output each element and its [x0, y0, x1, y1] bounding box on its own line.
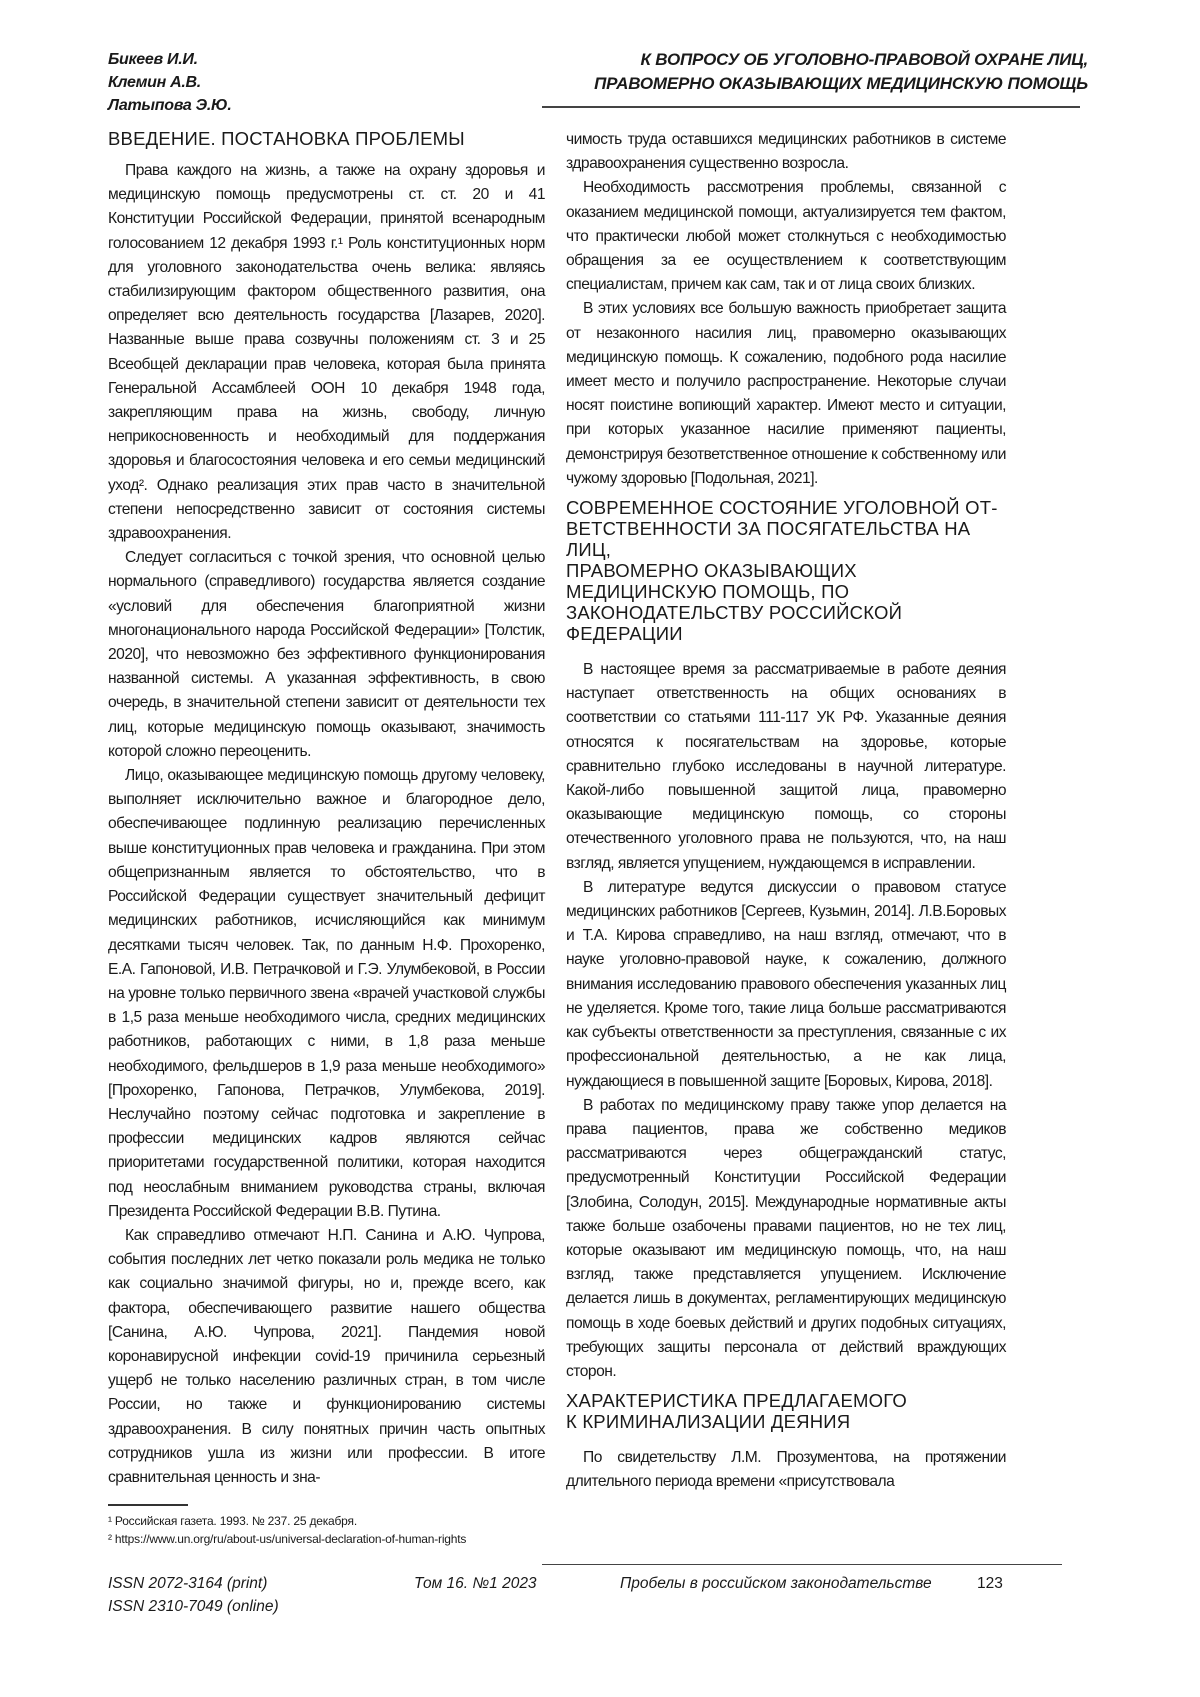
paragraph: Права каждого на жизнь, а также на охрану здоровья и медицинскую помощь предусмотрены ст. ст. 20 и 41 Конституции Российской Федерации, принятой всенародным голосованием 12 декабря 1993 г.¹ Роль конституционных норм для уголовного законодательства очень велика: являясь стабилизирующим фактором общественного развития, она определяет всю деятельность государства [Лазарев, 2020]. Названные выше права созвучны положениям ст. 3 и 25 Всеобщей декларации прав человека, которая была принята Генеральной Ассамблеей ООН 10 декабря 1948 года, закрепляющим права на жизнь, свободу, личную неприкосновенность и необходимый для поддержания здоровья и благосостояния человека и его семьи медицинский уход². Однако реализация этих прав часто в значительной степени непосредственно зависит от состояния системы здравоохранения. [108, 159, 545, 546]
author: Латыпова Э.Ю. [108, 94, 231, 117]
issn-print: ISSN 2072-3164 (print) [108, 1572, 279, 1595]
title-line: К ВОПРОСУ ОБ УГОЛОВНО-ПРАВОВОЙ ОХРАНЕ ЛИЦ, [594, 48, 1088, 72]
paragraph-continuation: чимость труда оставшихся медицинских работников в системе здравоохранения существенно возросла. [566, 128, 1006, 176]
author: Клемин А.В. [108, 71, 231, 94]
heading-line: МЕДИЦИНСКУЮ ПОМОЩЬ, ПО [566, 581, 1006, 602]
heading-line: К КРИМИНАЛИЗАЦИИ ДЕЯНИЯ [566, 1411, 1006, 1432]
paragraph: По свидетельству Л.М. Прозументова, на протяжении длительного периода времени «присутствовала [566, 1446, 1006, 1494]
page-header [0, 0, 1200, 128]
heading-line: ФЕДЕРАЦИИ [566, 623, 1006, 644]
footnote-1: ¹ Российская газета. 1993. № 237. 25 декабря. [108, 1512, 545, 1530]
paragraph: Как справедливо отмечают Н.П. Санина и А.Ю. Чупрова, события последних лет четко показали роль медика не только как социально значимой фигуры, но и, прежде всего, как фактора, обеспечивающего развитие нашего общества [Санина, А.Ю. Чупрова, 2021]. Пандемия новой коронавирусной инфекции covid-19 причинила серьезный ущерб не только населению различных стран, в том числе России, но также и функционированию системы здравоохранения. В силу понятных причин часть опытных сотрудников ушла из жизни или профессии. В итоге сравнительная ценность и зна- [108, 1224, 545, 1490]
paragraph: В этих условиях все большую важность приобретает защита от незаконного насилия лиц, правомерно оказывающих медицинскую помощь. К сожалению, подобного рода насилие имеет место и получило распространение. Некоторые случаи носят поистине вопиющий характер. Имеют место и ситуации, при которых указанное насилие применяют пациенты, демонстрируя безответственное отношение к собственному или чужому здоровью [Подольная, 2021]. [566, 297, 1006, 491]
author: Бикеев И.И. [108, 48, 231, 71]
section-heading-characteristics [566, 1390, 1006, 1432]
issn-online: ISSN 2310-7049 (online) [108, 1595, 279, 1618]
heading-line: ХАРАКТЕРИСТИКА ПРЕДЛАГАЕМОГО [566, 1390, 1006, 1411]
footnote-2[interactable]: ² https://www.un.org/ru/about-us/universal-declaration-of-human-rights [108, 1530, 545, 1548]
heading-line: СОВРЕМЕННОЕ СОСТОЯНИЕ УГОЛОВНОЙ ОТ- [566, 497, 1006, 518]
paragraph: Следует согласиться с точкой зрения, что основной целью нормального (справедливого) государства является создание «условий для обеспечения благоприятной жизни многонационального народа Российской Федерации» [Толстик, 2020], что невозможно без эффективного функционирования названной системы. А указанная эффективность, в свою очередь, в значительной степени зависит от деятельности тех лиц, которые медицинскую помощь оказывают, значимость которой сложно переоценить. [108, 546, 545, 764]
volume-info: Том 16. №1 2023 [414, 1572, 537, 1595]
issn-block [108, 1572, 279, 1618]
footnotes [108, 1490, 545, 1548]
footer-divider [542, 1564, 1062, 1565]
body-columns [0, 128, 1200, 1548]
authors [108, 48, 231, 117]
heading-line: ЗАКОНОДАТЕЛЬСТВУ РОССИЙСКОЙ [566, 602, 1006, 623]
title-line: ПРАВОМЕРНО ОКАЗЫВАЮЩИХ МЕДИЦИНСКУЮ ПОМОЩЬ [594, 72, 1088, 96]
heading-line: ВЕТСТВЕННОСТИ ЗА ПОСЯГАТЕЛЬСТВА НА ЛИЦ, [566, 518, 1006, 560]
page-number: 123 [977, 1572, 1003, 1595]
paragraph: В настоящее время за рассматриваемые в работе деяния наступает ответственность на общих основаниях в соответствии со статьями 111-117 УК РФ. Указанные деяния относятся к посягательствам на здоровье, которые сравнительно глубоко исследованы в научной литературе. Какой-либо повышенной защитой лица, правомерно оказывающие медицинскую помощь, со стороны отечественного уголовного права не пользуются, что, на наш взгляд, является упущением, нуждающемся в исправлении. [566, 658, 1006, 876]
left-column [108, 128, 545, 1548]
header-divider [542, 106, 1080, 108]
section-heading-introduction: ВВЕДЕНИЕ. ПОСТАНОВКА ПРОБЛЕМЫ [108, 128, 545, 149]
article-title [594, 48, 1088, 96]
section-heading-current-state [566, 497, 1006, 644]
page-footer [0, 1564, 1200, 1654]
journal-name: Пробелы в российском законодательстве [620, 1572, 932, 1595]
footnote-divider [108, 1504, 188, 1506]
paragraph: Лицо, оказывающее медицинскую помощь другому человеку, выполняет исключительно важное и благородное дело, обеспечивающее подлинную реализацию перечисленных выше конституционных прав человека и гражданина. При этом общепризнанным является то обстоятельство, что в Российской Федерации существует значительный дефицит медицинских работников, исчисляющийся как минимум десятками тысяч человек. Так, по данным Н.Ф. Прохоренко, Е.А. Гапоновой, И.В. Петрачковой и Г.Э. Улумбековой, в России на уровне только первичного звена «врачей участковой службы в 1,5 раза меньше необходимого числа, средних медицинских работников, работающих с ними, в 1,8 раза меньше необходимого, фельдшеров в 1,9 раза меньше необходимого» [Прохоренко, Гапонова, Петрачков, Улумбекова, 2019]. Неслучайно поэтому сейчас подготовка и закрепление в профессии медицинских кадров являются сейчас приоритетами государственной политики, которая находится под неослабным вниманием руководства страны, включая Президента Российской Федерации В.В. Путина. [108, 764, 545, 1224]
paragraph: Необходимость рассмотрения проблемы, связанной с оказанием медицинской помощи, актуализируется тем фактом, что практически любой может столкнуться с необходимостью обращения за ее осуществлением к соответствующим специалистам, причем как сам, так и от лица своих близких. [566, 176, 1006, 297]
paragraph: В работах по медицинскому праву также упор делается на права пациентов, права же собственно медиков рассматриваются через общегражданский статус, предусмотренный Конституции Российской Федерации [Злобина, Солодун, 2015]. Международные нормативные акты также больше озабочены правами пациентов, но не тех лиц, которые оказывают им медицинскую помощь, что, на наш взгляд, также представляется упущением. Исключение делается лишь в документах, регламентирующих медицинскую помощь в ходе боевых действий и других подобных ситуациях, требующих защиты персонала от действий враждующих сторон. [566, 1094, 1006, 1384]
right-column [566, 128, 1006, 1548]
heading-line: ПРАВОМЕРНО ОКАЗЫВАЮЩИХ [566, 560, 1006, 581]
paragraph: В литературе ведутся дискуссии о правовом статусе медицинских работников [Сергеев, Кузьмин, 2014]. Л.В.Боровых и Т.А. Кирова справедливо, на наш взгляд, отмечают, что в науке уголовно-правовой науке, к сожалению, должного внимания исследованию правового обеспечения указанных лиц не уделяется. Кроме того, такие лица больше рассматриваются как субъекты ответственности за преступления, связанные с их профессиональной деятельностью, а не как лица, нуждающиеся в повышенной защите [Боровых, Кирова, 2018]. [566, 876, 1006, 1094]
